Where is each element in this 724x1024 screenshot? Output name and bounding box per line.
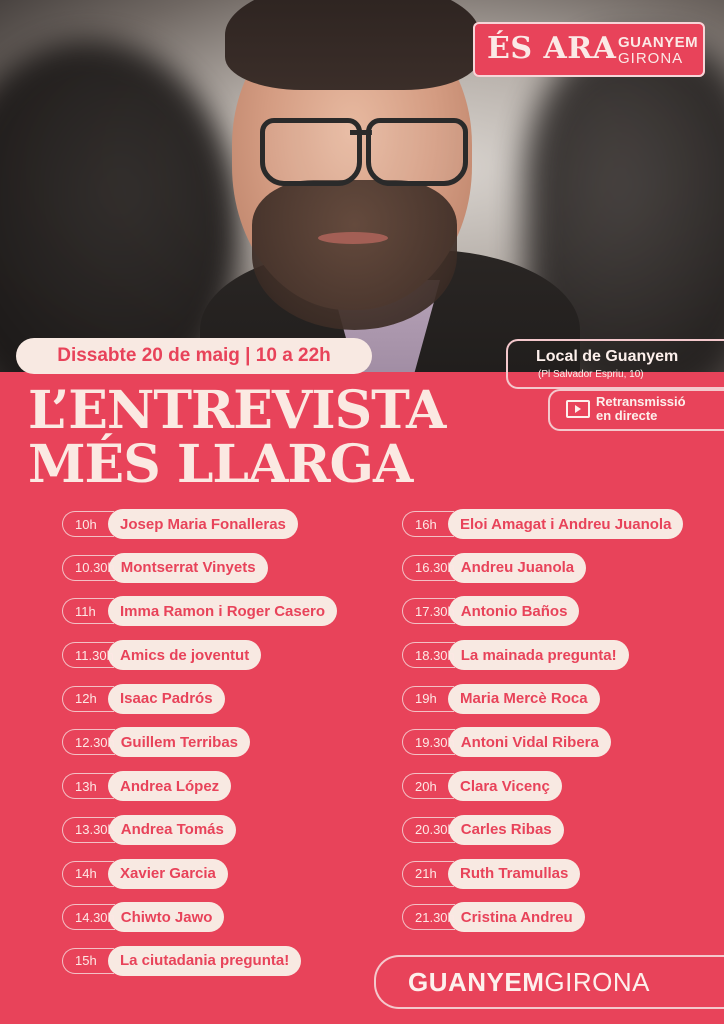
schedule-row [402,509,683,539]
mouth-shape [318,232,388,244]
livestream-box [548,389,724,431]
footer-logo-light: GIRONA [544,967,650,997]
schedule-time: 14h [62,861,114,887]
schedule-guest: Montserrat Vinyets [109,553,268,583]
tv-play-icon [566,400,590,418]
beard-shape [252,180,457,330]
schedule-guest: Eloi Amagat i Andreu Juanola [448,509,683,539]
schedule-row [62,727,337,757]
schedule-time: 16h [402,511,454,537]
schedule-row [402,596,683,626]
schedule-time: 17.30h [402,598,455,624]
hair-shape [225,0,480,90]
livestream-text [596,395,716,423]
schedule-row [402,553,683,583]
schedule-time: 19.30h [402,729,455,755]
schedule-time: 12.30h [62,729,115,755]
location-title: Local de Guanyem [536,348,679,365]
schedule-guest: La ciutadania pregunta! [108,946,301,976]
schedule-guest: Chiwto Jawo [109,902,225,932]
glasses-icon [238,112,470,182]
schedule-guest: Carles Ribas [449,815,564,845]
livestream-line1: Retransmissió [596,394,686,409]
schedule-guest: Andrea López [108,771,231,801]
schedule-row [402,815,683,845]
schedule-row [62,815,337,845]
schedule-time: 15h [62,948,114,974]
footer-logo-bold: GUANYEM [408,967,545,997]
schedule-guest: Amics de joventut [108,640,261,670]
schedule-time: 18.30h [402,642,455,668]
headline-line2: MÉS LLARGA [28,434,413,495]
schedule-guest: Josep Maria Fonalleras [108,509,298,539]
schedule-row [62,859,337,889]
schedule-guest: Guillem Terribas [109,727,250,757]
schedule-guest: Antonio Baños [449,596,580,626]
schedule-guest: La mainada pregunta! [449,640,629,670]
schedule-time: 20.30h [402,817,455,843]
schedule-row [402,902,683,932]
schedule-row [62,946,337,976]
schedule-time: 14.30h [62,904,115,930]
schedule-row [62,553,337,583]
schedule-row [62,509,337,539]
schedule-guest: Cristina Andreu [449,902,585,932]
schedule-guest: Xavier Garcia [108,859,228,889]
schedule-row [62,771,337,801]
schedule-row [62,902,337,932]
schedule-time: 11.30h [62,642,114,668]
schedule-row [62,596,337,626]
schedule-time: 10h [62,511,114,537]
schedule-row [62,684,337,714]
schedule-time: 10.30h [62,555,115,581]
schedule-time: 19h [402,686,454,712]
schedule-row [402,859,683,889]
schedule-time: 16.30h [402,555,455,581]
schedule-guest: Antoni Vidal Ribera [449,727,611,757]
location-box [506,339,724,389]
schedule-time: 20h [402,773,454,799]
location-address: (Pl Salvador Espriu, 10) [538,369,644,380]
schedule-guest: Andreu Juanola [449,553,586,583]
schedule-time: 12h [62,686,114,712]
schedule-time: 21.30h [402,904,455,930]
schedule-guest: Isaac Padrós [108,684,225,714]
schedule-row [402,684,683,714]
schedule-guest: Maria Mercè Roca [448,684,600,714]
schedule-guest: Clara Vicenç [448,771,562,801]
headline-line1: L’ENTREVISTA [28,380,446,441]
schedule-guest: Imma Ramon i Roger Casero [108,596,337,626]
badge-es-ara: ÉS ARA [487,31,617,66]
schedule-row [402,771,683,801]
schedule-row [402,727,683,757]
schedule-time: 21h [402,861,454,887]
livestream-line2: en directe [596,408,658,423]
badge-brand-top: GUANYEM [618,34,699,51]
footer-logo-text [408,967,650,998]
date-pill: Dissabte 20 de maig | 10 a 22h [16,338,372,374]
schedule-row [62,640,337,670]
schedule-row [402,640,683,670]
schedule-time: 11h [62,598,114,624]
schedule-right-column [402,509,683,946]
es-ara-badge [473,22,705,77]
schedule-left-column [62,509,337,990]
footer-logo [374,955,724,1009]
schedule-guest: Andrea Tomás [109,815,236,845]
badge-brand-bottom: GIRONA [618,50,684,67]
schedule-time: 13h [62,773,114,799]
headline [28,380,446,495]
schedule-time: 13.30h [62,817,115,843]
schedule-guest: Ruth Tramullas [448,859,580,889]
